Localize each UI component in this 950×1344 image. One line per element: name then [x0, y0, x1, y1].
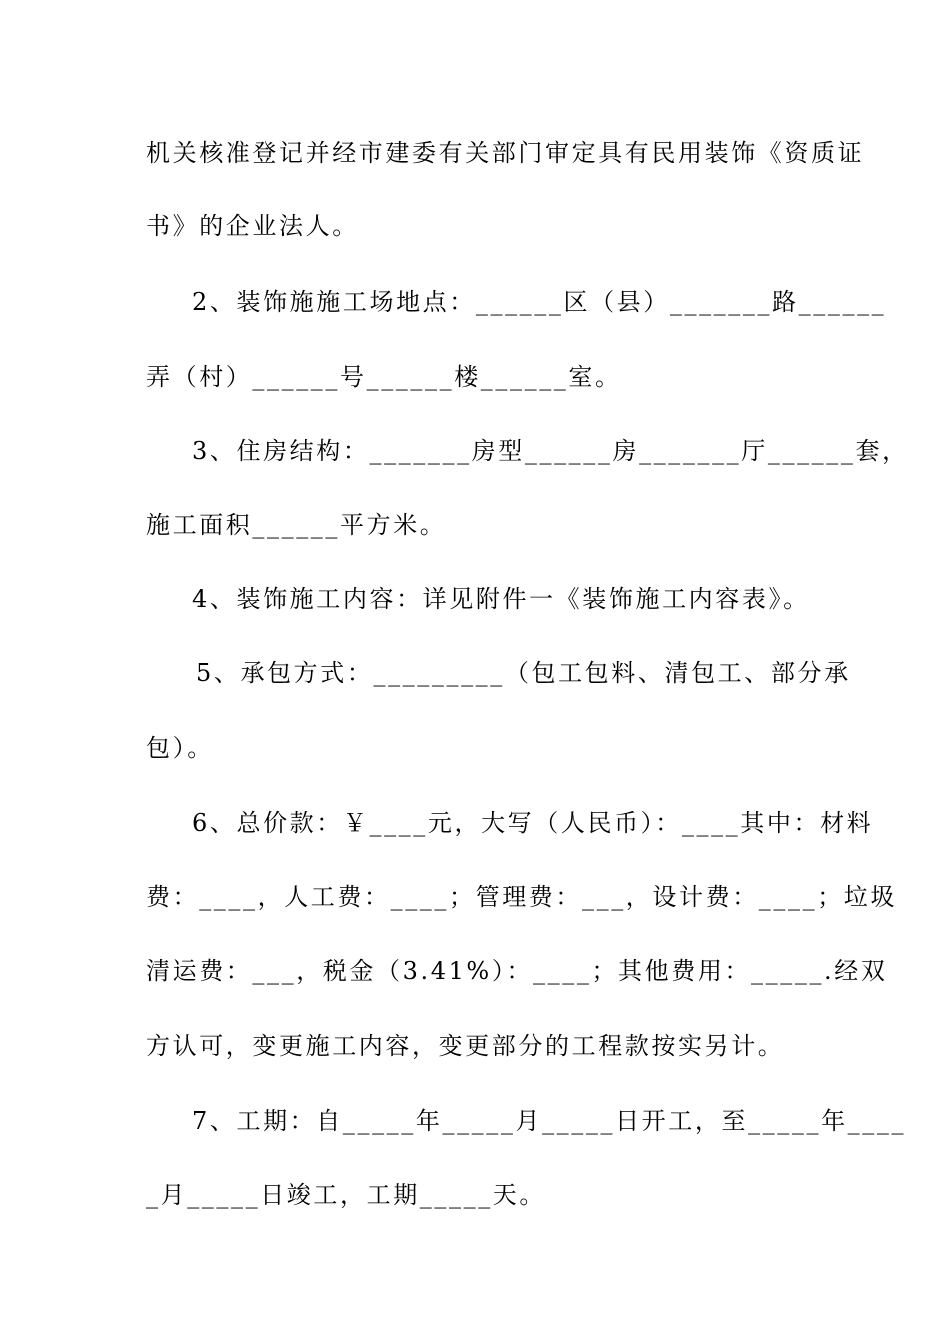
text-line-2: 书》的企业法人。 [146, 212, 359, 240]
item-5-contract-line-1: 5、承包方式：_________（包工包料、清包工、部分承 [196, 659, 851, 687]
item-4-content-line: 4、装饰施工内容：详见附件一《装饰施工内容表》。 [192, 585, 810, 613]
item-6-price-line-1: 6、总价款：￥____元，大写（人民币）：____其中：材料 [192, 809, 874, 837]
item-6-price-line-2: 费：____，人工费：____；管理费：___，设计费：____；垃圾 [146, 883, 897, 911]
item-3-structure-line-1: 3、住房结构：_______房型______房_______厅______套， [192, 437, 909, 465]
item-6-price-line-4: 方认可，变更施工内容，变更部分的工程款按实另计。 [146, 1032, 785, 1060]
item-3-structure-line-2: 施工面积______平方米。 [146, 511, 447, 539]
item-6-price-line-3: 清运费：___，税金（3.41%）：____；其他费用：_____.经双 [146, 957, 888, 985]
item-7-period-line-1: 7、工期：自_____年_____月_____日开工，至_____年____ [192, 1107, 907, 1135]
item-2-location-line-2: 弄（村）______号______楼______室。 [146, 363, 622, 391]
item-7-period-line-2: _月_____日竣工，工期_____天。 [146, 1181, 546, 1209]
item-2-location-line-1: 2、装饰施施工场地点：______区（县）_______路______ [192, 288, 887, 316]
text-line-1: 机关核准登记并经市建委有关部门审定具有民用装饰《资质证 [146, 139, 865, 167]
item-5-contract-line-2: 包）。 [146, 734, 214, 762]
